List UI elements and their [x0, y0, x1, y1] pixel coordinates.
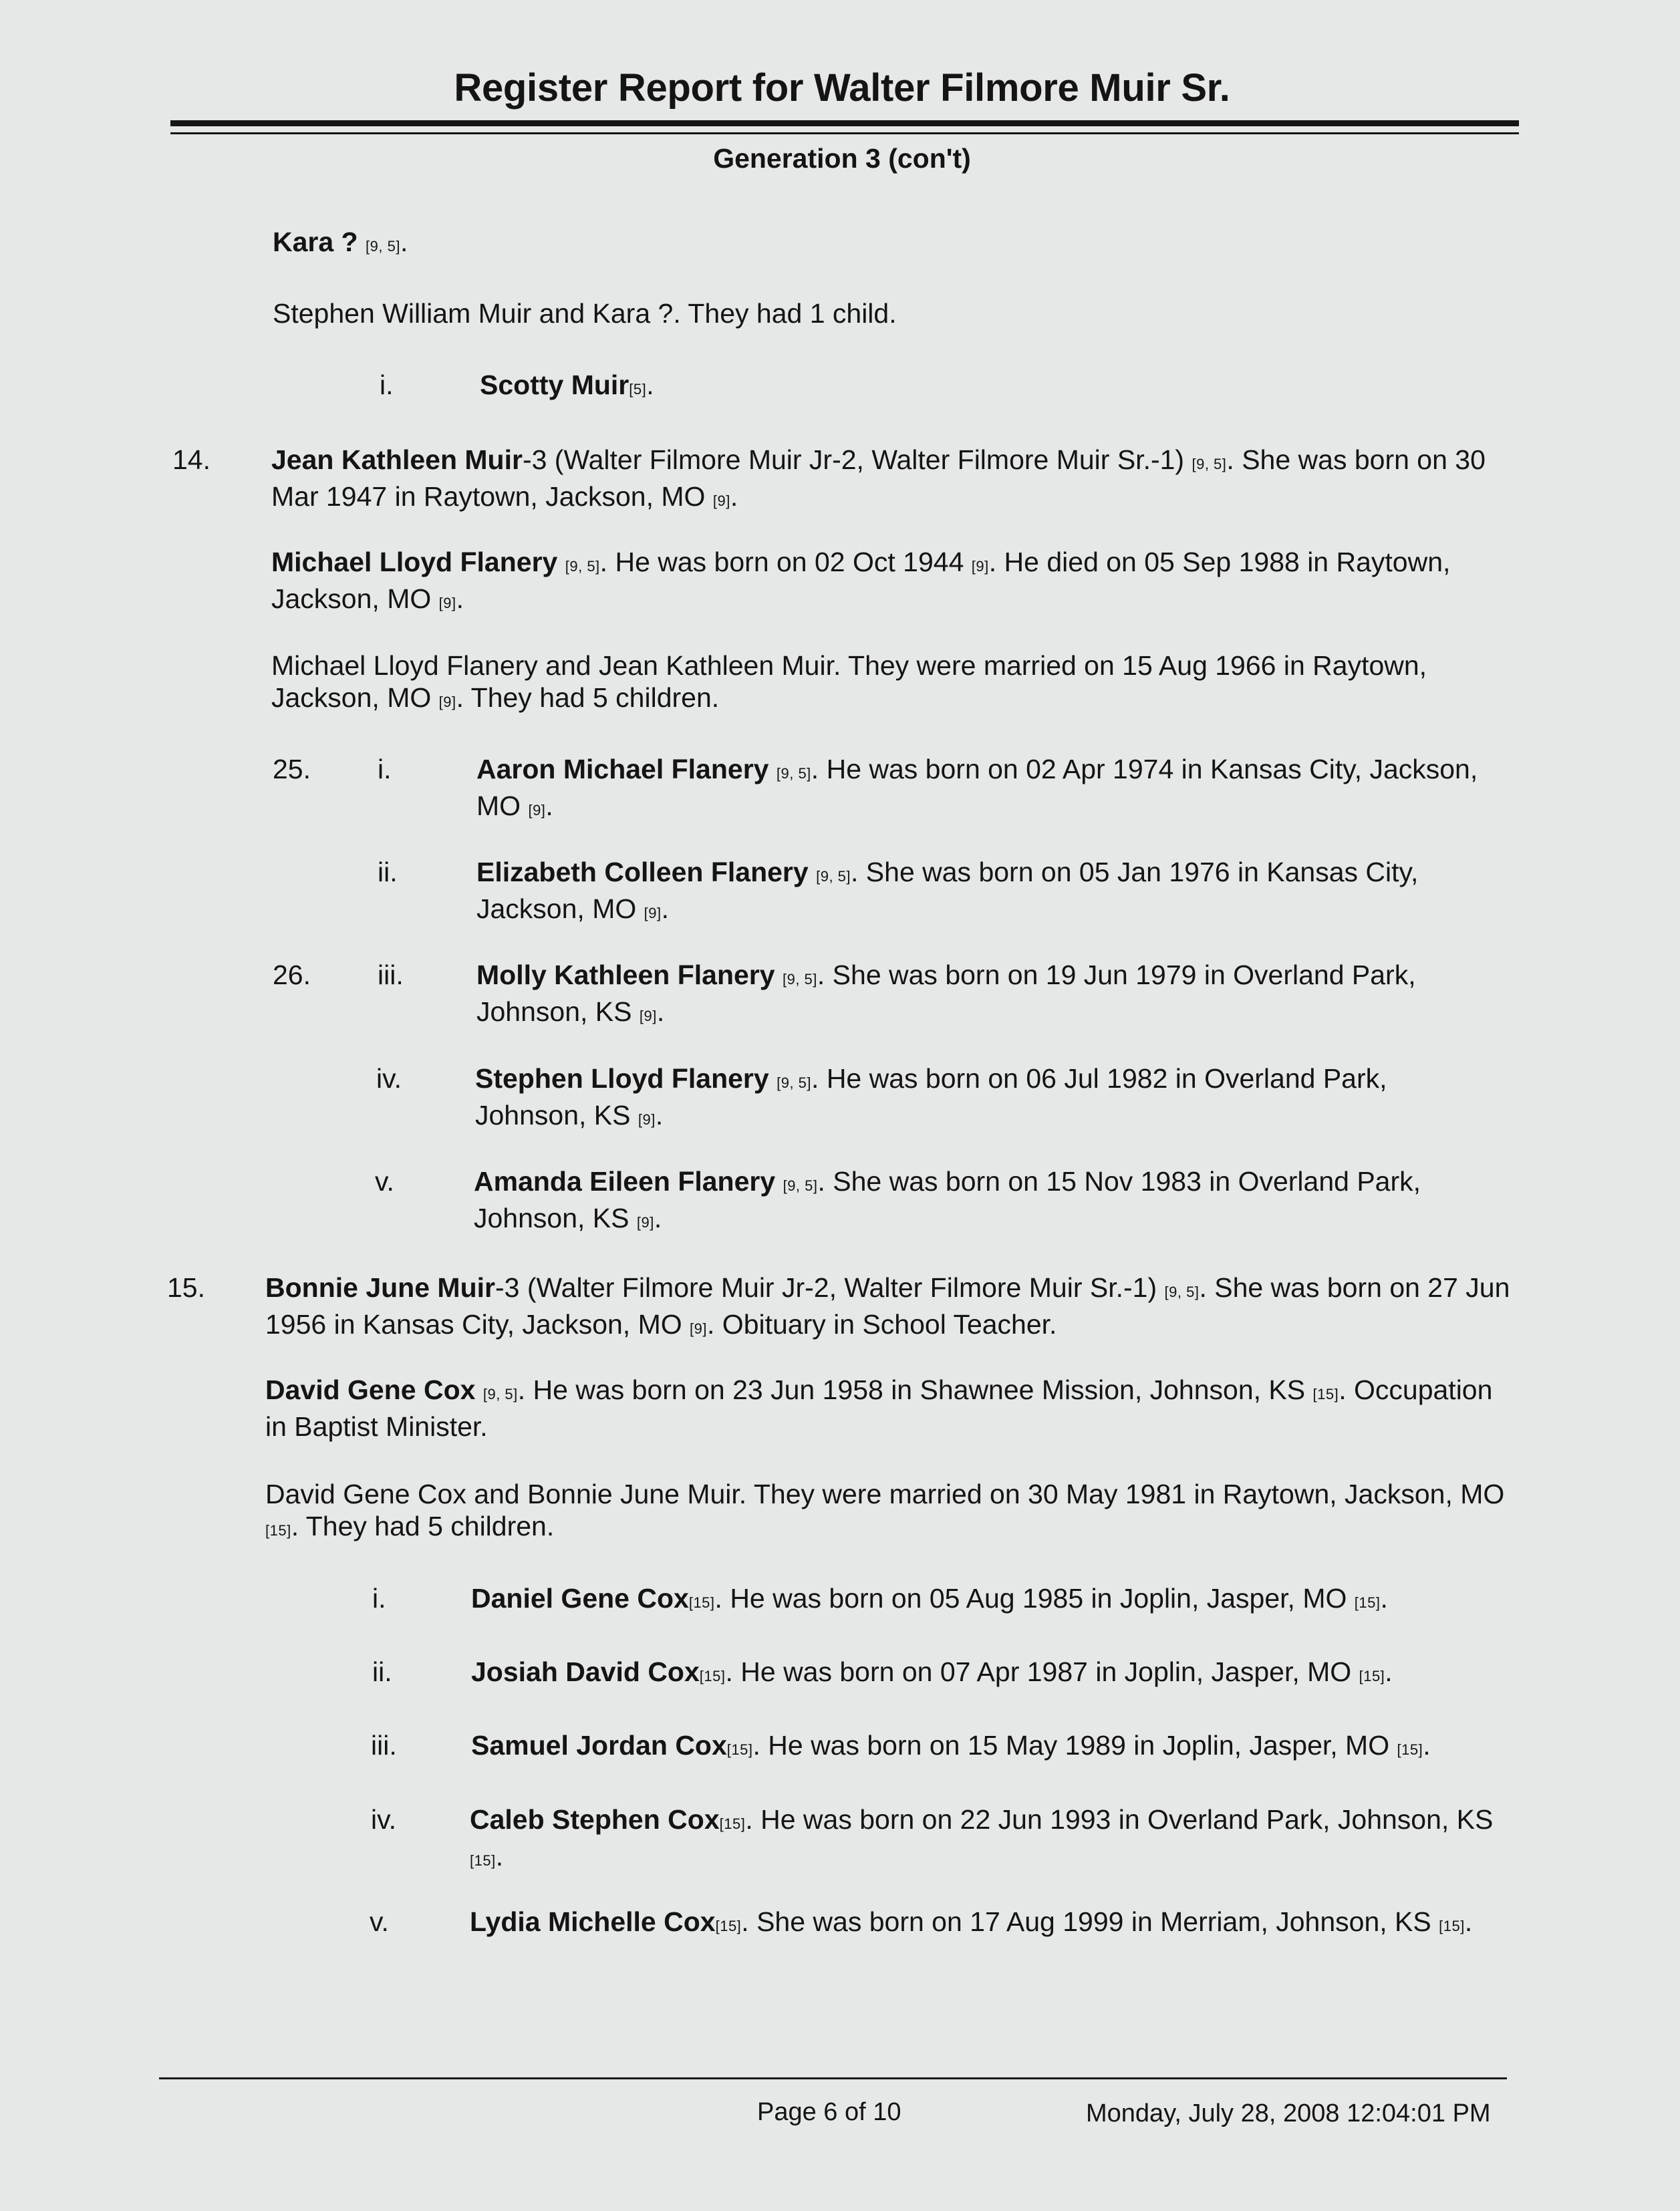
source-citation: [9, 5]	[482, 1386, 518, 1403]
source-citation: [9, 5]	[366, 238, 400, 255]
source-citation: [9]	[438, 595, 456, 611]
source-citation: [9, 5]	[1164, 1284, 1200, 1300]
child-entry: Caleb Stephen Cox[15]. He was born on 22 Jun 1993 in Overland Park, Johnson, KS [15].	[470, 1804, 1494, 1872]
source-citation: [15]	[470, 1852, 496, 1869]
child-roman: iv.	[371, 1804, 396, 1835]
source-citation: [15]	[688, 1594, 715, 1611]
source-citation: [15]	[699, 1668, 726, 1684]
source-citation: [9, 5]	[783, 1177, 818, 1194]
child-name: Stephen Lloyd Flanery	[475, 1063, 769, 1094]
person-entry-bonnie: Bonnie June Muir-3 (Walter Filmore Muir Jr-2, Walter Filmore Muir Sr.-1) [9, 5]. She was born on 27 Jun 1956 in Kansas City, Jackson, MO [9]. Obituary in School Teacher.	[265, 1272, 1510, 1340]
source-citation: [15]	[1312, 1386, 1339, 1403]
page-number: Page 6 of 10	[757, 2098, 901, 2126]
family-summary-bonnie: David Gene Cox and Bonnie June Muir. They were married on 30 May 1981 in Raytown, Jackson, MO [15]. They had 5 children.	[265, 1479, 1505, 1541]
child-entry: Stephen Lloyd Flanery [9, 5]. He was born on 06 Jul 1982 in Overland Park, Johnson, KS [9].	[475, 1063, 1387, 1131]
source-citation: [15]	[1397, 1741, 1423, 1758]
source-citation: [9, 5]	[782, 971, 817, 988]
child-entry: Lydia Michelle Cox[15]. She was born on 17 Aug 1999 in Merriam, Johnson, KS [15].	[470, 1906, 1473, 1937]
source-citation: [9]	[636, 1214, 654, 1231]
source-citation: [9, 5]	[565, 558, 600, 575]
child-roman: i.	[380, 370, 394, 400]
child-roman: ii.	[372, 1656, 392, 1687]
entry-number: 15.	[167, 1272, 205, 1303]
child-entry: Amanda Eileen Flanery [9, 5]. She was born on 15 Nov 1983 in Overland Park, Johnson, KS [9].	[474, 1166, 1421, 1233]
family-summary-kara: Stephen William Muir and Kara ?. They had 1 child.	[273, 298, 897, 329]
source-citation: [15]	[1354, 1594, 1381, 1611]
entry-number: 14.	[172, 444, 211, 475]
spouse-name: Kara ?	[273, 227, 358, 257]
entry-number: 25.	[273, 754, 311, 784]
source-citation: [9]	[712, 492, 730, 509]
footer-rule	[159, 2077, 1507, 2079]
child-entry-scotty: Scotty Muir[5].	[480, 370, 654, 400]
spouse-name: David Gene Cox	[265, 1374, 476, 1405]
title-rule-thick	[170, 120, 1519, 126]
child-roman: i.	[372, 1583, 386, 1614]
child-entry: Josiah David Cox[15]. He was born on 07 Apr 1987 in Joplin, Jasper, MO [15].	[471, 1656, 1393, 1687]
report-title: Register Report for Walter Filmore Muir Sr.	[454, 66, 1230, 110]
source-citation: [9, 5]	[777, 1074, 812, 1091]
child-name: Daniel Gene Cox	[471, 1583, 689, 1614]
source-citation: [9]	[438, 694, 456, 710]
child-name: Caleb Stephen Cox	[470, 1804, 720, 1835]
child-name: Elizabeth Colleen Flanery	[476, 857, 809, 887]
source-citation: [9]	[638, 1111, 656, 1128]
child-roman: v.	[375, 1166, 394, 1197]
child-roman: iii.	[371, 1730, 397, 1761]
child-name: Samuel Jordan Cox	[471, 1730, 727, 1761]
child-name: Molly Kathleen Flanery	[476, 960, 775, 990]
child-roman: iv.	[376, 1063, 402, 1094]
source-citation: [15]	[1439, 1918, 1465, 1934]
source-citation: [15]	[715, 1918, 742, 1934]
child-name: Scotty Muir	[480, 370, 629, 400]
source-citation: [9]	[971, 558, 989, 575]
source-citation: [5]	[629, 381, 647, 398]
spouse-entry-michael: Michael Lloyd Flanery [9, 5]. He was born on 02 Oct 1944 [9]. He died on 05 Sep 1988 in Raytown, Jackson, MO [9].	[271, 547, 1451, 614]
source-citation: [9, 5]	[816, 868, 851, 885]
title-rule-thin	[170, 132, 1519, 134]
child-name: Josiah David Cox	[471, 1656, 700, 1687]
child-name: Lydia Michelle Cox	[470, 1906, 716, 1937]
entry-number: 26.	[273, 960, 311, 990]
source-citation: [9, 5]	[776, 765, 811, 782]
source-citation: [15]	[265, 1522, 291, 1539]
child-roman: iii.	[378, 960, 404, 990]
source-citation: [15]	[726, 1741, 753, 1758]
child-roman: ii.	[378, 857, 398, 887]
child-roman: v.	[370, 1906, 389, 1937]
child-entry: Molly Kathleen Flanery [9, 5]. She was born on 19 Jun 1979 in Overland Park, Johnson, KS [9].	[476, 960, 1416, 1027]
lineage: -3 (Walter Filmore Muir Jr-2, Walter Filmore Muir Sr.-1)	[522, 444, 1185, 475]
child-entry: Samuel Jordan Cox[15]. He was born on 15 May 1989 in Joplin, Jasper, MO [15].	[471, 1730, 1431, 1761]
person-name: Bonnie June Muir	[265, 1272, 495, 1303]
child-name: Aaron Michael Flanery	[476, 754, 769, 784]
person-name: Jean Kathleen Muir	[271, 444, 523, 475]
spouse-entry-david: David Gene Cox [9, 5]. He was born on 23 Jun 1958 in Shawnee Mission, Johnson, KS [15]. Occupation in Baptist Minister.	[265, 1374, 1493, 1442]
child-roman: i.	[378, 754, 392, 784]
child-entry: Elizabeth Colleen Flanery [9, 5]. She was born on 05 Jan 1976 in Kansas City, Jackson, MO [9].	[476, 857, 1419, 924]
child-name: Amanda Eileen Flanery	[474, 1166, 776, 1197]
report-timestamp: Monday, July 28, 2008 12:04:01 PM	[1086, 2099, 1491, 2127]
lineage: -3 (Walter Filmore Muir Jr-2, Walter Filmore Muir Sr.-1)	[495, 1272, 1157, 1303]
family-summary-jean: Michael Lloyd Flanery and Jean Kathleen Muir. They were married on 15 Aug 1966 in Raytown, Jackson, MO [9]. They had 5 children.	[271, 650, 1427, 713]
source-citation: [9]	[528, 802, 546, 819]
source-citation: [15]	[1359, 1668, 1385, 1684]
spouse-name: Michael Lloyd Flanery	[271, 547, 558, 577]
source-citation: [9, 5]	[1192, 456, 1227, 472]
spouse-entry-kara: Kara ? [9, 5].	[273, 227, 408, 257]
child-entry: Daniel Gene Cox[15]. He was born on 05 Aug 1985 in Joplin, Jasper, MO [15].	[471, 1583, 1388, 1614]
person-entry-jean: Jean Kathleen Muir-3 (Walter Filmore Muir Jr-2, Walter Filmore Muir Sr.-1) [9, 5]. She was born on 30 Mar 1947 in Raytown, Jackson, MO [9].	[271, 444, 1486, 512]
source-citation: [9]	[644, 905, 662, 921]
source-citation: [15]	[719, 1815, 746, 1832]
child-entry: Aaron Michael Flanery [9, 5]. He was born on 02 Apr 1974 in Kansas City, Jackson, MO [9].	[476, 754, 1478, 821]
source-citation: [9]	[639, 1008, 657, 1024]
generation-heading: Generation 3 (con't)	[713, 143, 971, 174]
source-citation: [9]	[690, 1320, 708, 1337]
